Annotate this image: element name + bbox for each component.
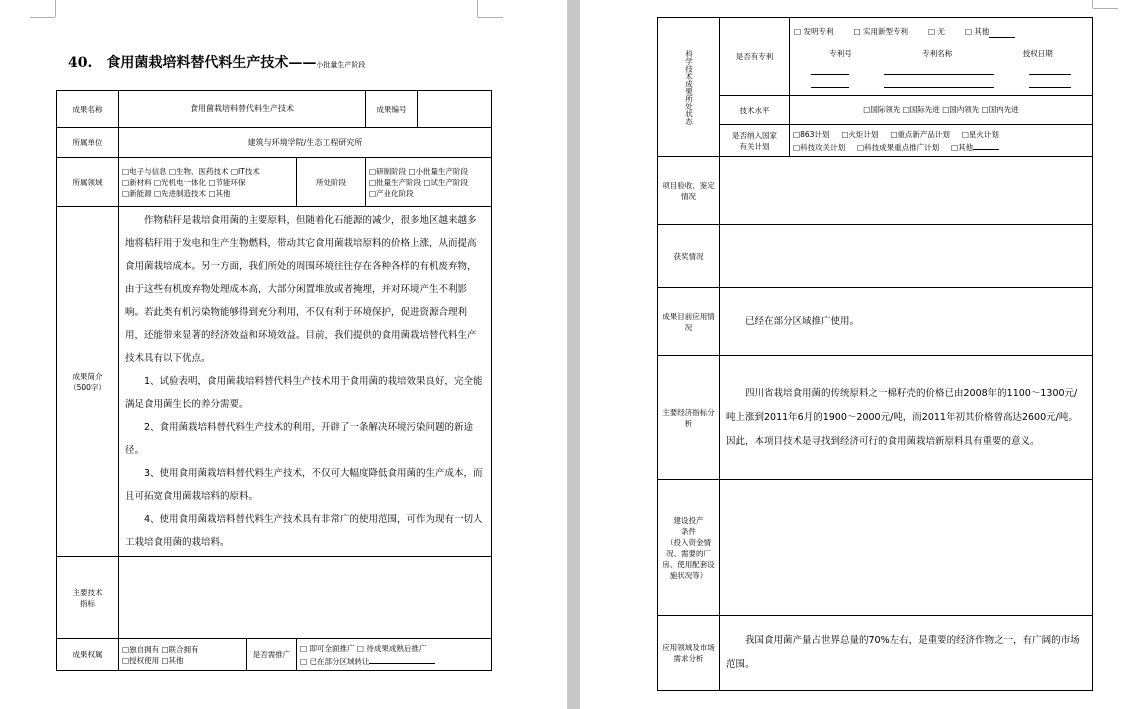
indicators-value	[119, 557, 492, 639]
field-options	[119, 158, 297, 207]
promote-options	[297, 639, 492, 671]
market-value: 我国食用菌产量占世界总量的70%左右，是重要的经济作物之一，有广阔的市场范围。	[726, 635, 1080, 670]
acceptance-label: 项目验收、鉴定情况	[658, 157, 720, 225]
title-dash: ——	[288, 55, 317, 71]
economic-cell	[720, 356, 1093, 480]
patent-date-line	[1029, 75, 1071, 88]
conditions-label-line: 条件	[681, 526, 696, 536]
intro-paragraph: 2、食用菌栽培料替代料生产技术的利用，开辟了一条解决环境污染问题的新途径。	[125, 422, 474, 456]
intro-paragraph: 1、试验表明，食用菌栽培料替代料生产技术用于食用菌的栽培效果良好，完全能满足食用菌生长的养分需要。	[125, 376, 483, 410]
awards-value	[720, 225, 1093, 288]
plan-other-blank	[973, 140, 999, 150]
intro-paragraph: 4、使用食用菌栽培料替代料生产技术具有非常广的使用范围，可作为现有一切人工栽培食用菌的栽培料。	[125, 514, 483, 548]
crop-mark	[1092, 0, 1093, 8]
patent-other-blank	[989, 30, 1015, 38]
patent-lines	[794, 75, 1088, 88]
rights-option-row: □独自拥有 □联合拥有	[122, 644, 199, 654]
patent-columns	[794, 48, 1088, 60]
title-subtitle: 小批量生产阶段	[316, 61, 366, 69]
title-text: 食用菌栽培料替代料生产技术	[106, 55, 289, 71]
acceptance-value	[720, 157, 1093, 225]
left-page	[0, 0, 567, 709]
patent-number-col: 专利号	[829, 48, 852, 58]
conditions-label-line: 建设投产	[673, 515, 704, 525]
field-option-row: □新材料 □光机电一体化 □节能环保	[122, 177, 246, 187]
crop-mark	[477, 0, 478, 17]
promote-option-row: □ 已在部分区域转让	[300, 654, 488, 667]
patent-name-col: 专利名称	[922, 48, 953, 58]
stage-options	[366, 158, 492, 207]
market-cell	[720, 616, 1093, 691]
intro-label-line: （500字）	[69, 382, 106, 392]
crop-mark	[1093, 8, 1118, 9]
right-page	[580, 0, 1147, 709]
plan-option-row: □863计划 □火炬计划 □重点新产品计划 □星火计划	[793, 129, 999, 139]
field-label: 所属领域	[57, 158, 119, 207]
page-gap	[567, 0, 580, 709]
patent-number-line	[811, 62, 849, 75]
patent-date-line	[1029, 62, 1071, 75]
promote-label: 是否需推广	[247, 639, 297, 671]
application-cell	[720, 288, 1093, 356]
stage-option-row: □批量生产阶段 □试生产阶段	[369, 177, 469, 187]
patent-other-group	[965, 26, 1015, 38]
economic-value: 四川省栽培食用菌的传统原料之一棉籽壳的价格已由2008年的1100～1300元/吨上涨到2011年6月的1900～2000元/吨，而2011年初其价格曾高达2600元/吨。因此，本项目技术是寻找到经济可行的食用菌栽培新原料具有重要的意义。	[726, 387, 1078, 447]
tech-level-options: □国际领先 □国际先进 □国内领先 □国内先进	[790, 96, 1093, 125]
status-label	[658, 18, 720, 157]
title-number: 40.	[68, 55, 93, 71]
patent-label: 是否有专利	[720, 18, 790, 96]
achievement-table	[56, 90, 492, 671]
stage-label: 所处阶段	[297, 158, 366, 207]
rights-options	[119, 639, 247, 671]
plan-label-line: 有关计划	[739, 141, 770, 151]
unit-value: 建筑与环境学院/生态工程研究所	[119, 128, 492, 158]
indicators-label-line: 指标	[80, 598, 95, 608]
economic-label: 主要经济指标分析	[658, 356, 720, 480]
market-label: 应用领域及市场需求分析	[658, 616, 720, 691]
status-label-text: 科学技术成果所处状态	[684, 49, 694, 125]
intro-label	[57, 207, 119, 557]
conditions-label	[658, 480, 720, 616]
document-title	[68, 52, 365, 72]
name-value: 食用菌栽培料替代料生产技术	[119, 91, 366, 128]
intro-label-line: 成果简介	[72, 371, 103, 381]
plan-option-row: □科技攻关计划 □科技成果重点推广计划 □其他	[793, 140, 1089, 153]
code-label: 成果编号	[366, 91, 418, 128]
patent-other: □ 其他	[964, 26, 990, 36]
application-value: 已经在部分区域推广使用。	[745, 315, 860, 327]
patent-name-line	[884, 62, 994, 75]
rights-label: 成果权属	[57, 639, 119, 671]
stage-option-row: □产业化阶段	[369, 188, 414, 198]
field-option-row: □电子与信息 □生物、医药技术 □IT技术	[122, 166, 260, 176]
indicators-label-line: 主要技术	[72, 587, 103, 597]
promote-blank	[369, 654, 435, 664]
patent-none: □ 无	[927, 26, 945, 36]
field-option-row: □新能源 □先进制造技术 □其他	[122, 188, 231, 198]
patent-lines	[794, 62, 1088, 75]
promote-option-row: □ 即可全面推广 □ 待成果成熟后推广	[300, 643, 427, 653]
rights-option-row: □授权使用 □其他	[122, 655, 184, 665]
conditions-label-line: （投入资金情况、需要的厂房、使用配套设施状况等）	[662, 537, 715, 580]
intro-paragraph: 3、使用食用菌栽培料替代料生产技术，不仅可大幅度降低食用菌的生产成本，而且可拓宽食用菌栽培料的原料。	[125, 468, 483, 502]
crop-mark	[30, 17, 55, 18]
tech-level-label: 技术水平	[720, 96, 790, 125]
plan-options	[790, 125, 1093, 157]
intro-content	[119, 207, 492, 557]
intro-paragraph: 作物秸秆是栽培食用菌的主要原料，但随着化石能源的减少，很多地区越来越多地将秸秆用于发电和生产生物燃料，带动其它食用菌栽培原料的价格上涨，从而提高食用菌栽培成本。另一方面，我们所处的周围环境往往存在各种各样的有机废弃物，由于这些有机废弃物处理成本高，大部分闲置堆放或者掩埋，并对环境产生不利影响。若此类有机污染物能够得到充分利用，不仅有利于环境保护，促进资源合理利用，还能带来显著的经济效益和环境效益。目前，我们提供的食用菌栽培替代料生产技术具有以下优点。	[125, 215, 477, 364]
patent-number-line	[811, 75, 849, 88]
patent-utility: □ 实用新型专利	[853, 26, 908, 36]
stage-option-row: □研制阶段 □小批量生产阶段	[369, 166, 469, 176]
patent-options	[794, 26, 1088, 38]
application-label: 成果目前应用情况	[658, 288, 720, 356]
indicators-label	[57, 557, 119, 639]
patent-name-line	[884, 75, 994, 88]
crop-mark	[478, 17, 503, 18]
status-table	[657, 17, 1093, 691]
code-value	[418, 91, 492, 128]
awards-label: 获奖情况	[658, 225, 720, 288]
conditions-value	[720, 480, 1093, 616]
plan-label	[720, 125, 790, 157]
plan-label-line: 是否纳入国家	[732, 130, 777, 140]
crop-mark	[55, 0, 56, 17]
patent-date-col: 授权日期	[1022, 48, 1053, 58]
unit-label: 所属单位	[57, 128, 119, 158]
name-label: 成果名称	[57, 91, 119, 128]
patent-cell	[790, 18, 1093, 96]
patent-invention: □ 发明专利	[794, 26, 834, 36]
